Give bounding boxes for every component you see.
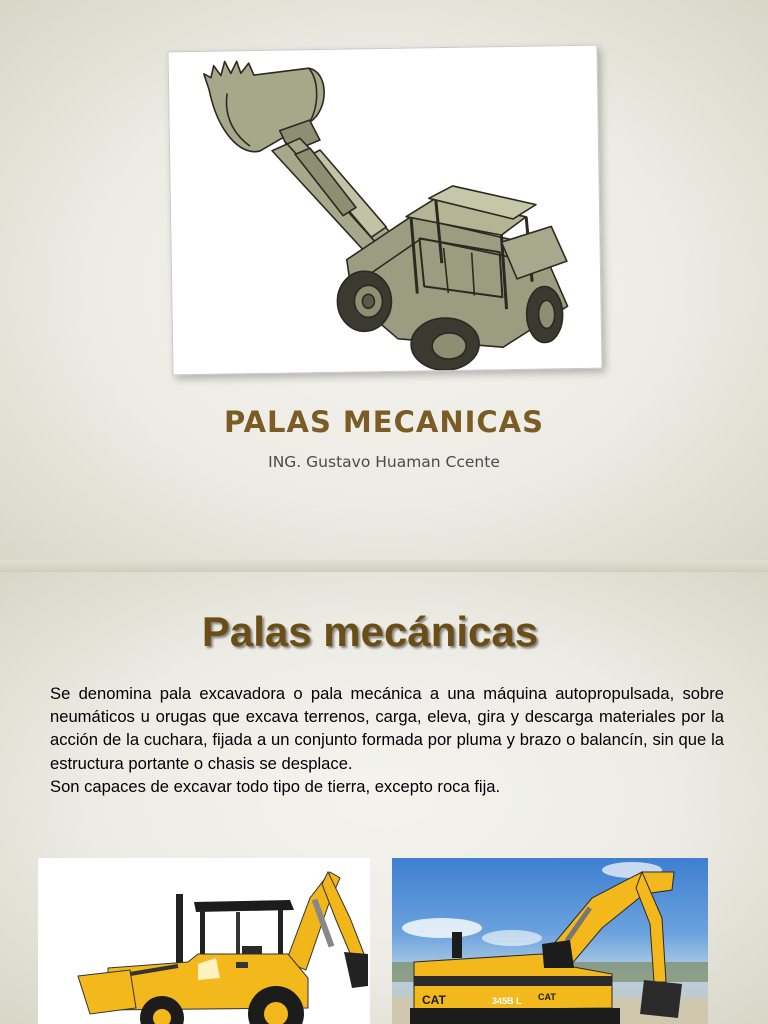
slide-body-text [50, 682, 724, 798]
slide-2 [0, 572, 768, 1024]
backhoe-drawing-image [167, 45, 602, 376]
excavator-model-text: 345B L [492, 996, 522, 1006]
excavator-logo-text: CAT [538, 992, 556, 1002]
slide-subtitle: ING. Gustavo Huaman Ccente [268, 453, 500, 471]
slide-title: PALAS MECANICAS [223, 405, 544, 439]
body-paragraph: Son capaces de excavar todo tipo de tierra, excepto roca fija. [50, 776, 501, 796]
cat-excavator-svg [392, 858, 708, 1024]
body-paragraph: Se denomina pala excavadora o pala mecánica a una máquina autopropulsada, sobre neumáticos u orugas que excava terrenos, carga, eleva, gira y descarga materiales por la acción de la cuchara, fijada a un conjunto formada por pluma y brazo o balancín, sin que la estructura portante o chasis se desplace. [50, 684, 724, 773]
slide-heading: Palas mecánicas [201, 608, 539, 655]
backhoe-loader-photo [38, 858, 370, 1024]
backhoe-loader-svg [38, 858, 370, 1024]
cat-excavator-photo [392, 858, 708, 1024]
backhoe-drawing-svg [168, 46, 601, 375]
excavator-logo-text: CAT [422, 993, 446, 1007]
